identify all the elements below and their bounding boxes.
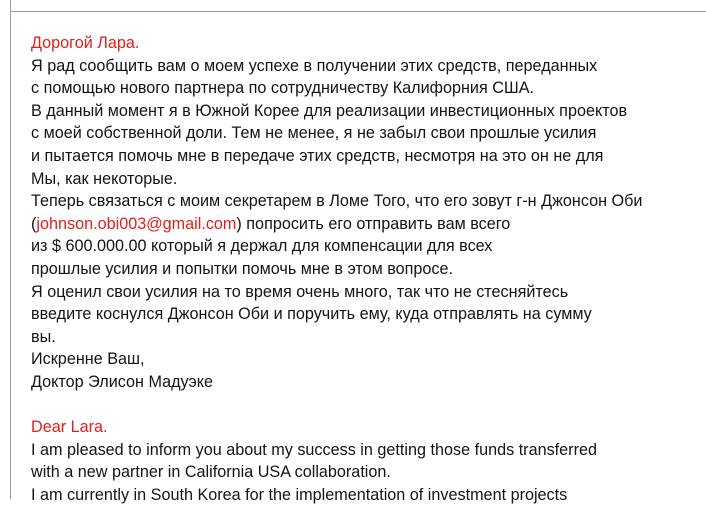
page-left-border (0, 0, 11, 499)
greeting-ru: Дорогой Лара. (31, 34, 140, 52)
email-open-paren: ( (31, 214, 37, 233)
email-line-rest: ) попросить его отправить вам всего (236, 214, 511, 233)
body-line: с моей собственной доли. Тем не менее, я не забыл свои прошлые усилия (31, 124, 597, 143)
page-top-border (0, 0, 706, 12)
body-line: Я рад сообщить вам о моем успехе в получении этих средств, переданных (31, 56, 598, 75)
greeting-en: Dear Lara. (31, 418, 108, 437)
body-line: введите коснулся Джонсон Оби и поручить ему, куда отправлять на сумму (31, 305, 592, 324)
paragraph-gap (31, 394, 696, 417)
body-line: с помощью нового партнера по сотрудничеству Калифорния США. (31, 79, 535, 98)
body-line: Теперь связаться с моим секретарем в Ломе Того, что его зовут г-н Джонсон Оби (31, 192, 643, 211)
letter-document (31, 32, 696, 506)
body-line: Мы, как некоторые. (31, 169, 178, 188)
body-line: вы. (31, 327, 56, 346)
email-link[interactable]: johnson.obi003@gmail.com (36, 214, 237, 233)
body-line-en: I am pleased to inform you about my success in getting those funds transferred (31, 440, 597, 459)
signature-ru: Доктор Элисон Мадуэке (31, 372, 213, 391)
email-line (31, 213, 696, 236)
body-line: прошлые усилия и попытки помочь мне в этом вопросе. (31, 259, 454, 278)
closing-ru: Искренне Ваш, (31, 350, 145, 369)
body-line: и пытается помочь мне в передаче этих средств, несмотря на это он не для (31, 146, 604, 165)
body-line: Я оценил свои усилия на то время очень много, так что не стесняйтесь (31, 282, 569, 301)
body-line: В данный момент я в Южной Корее для реализации инвестиционных проектов (31, 101, 628, 120)
body-line: из $ 600.000.00 который я держал для компенсации для всех (31, 237, 493, 256)
body-line-en: with a new partner in California USA collaboration. (31, 463, 391, 482)
body-line-en: I am currently in South Korea for the implementation of investment projects (31, 485, 568, 504)
